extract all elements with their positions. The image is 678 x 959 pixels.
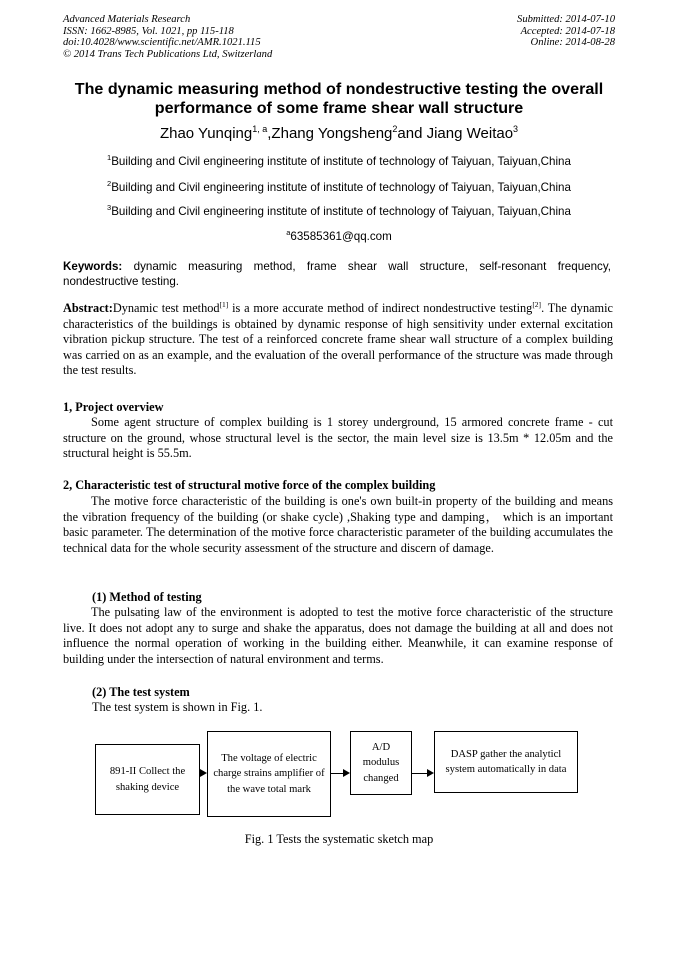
journal-name: Advanced Materials Research [63, 14, 191, 25]
diagram-box-collector: 891-II Collect the shaking device [95, 744, 200, 815]
accepted-date: Accepted: 2014-07-18 [520, 25, 615, 37]
arrow-line [412, 773, 428, 774]
submitted-date: Submitted: 2014-07-10 [517, 14, 615, 25]
keywords-text: dynamic measuring method, frame shear wall structure, self-resonant frequency, nondestructive testing. [63, 260, 611, 288]
affiliation-sup: 1 [107, 153, 112, 162]
arrow-head-icon [427, 769, 434, 777]
section-heading: 1, Project overview [63, 400, 164, 414]
email-sup: a [286, 228, 291, 237]
affiliation-sup: 2 [107, 179, 112, 188]
diagram-box-amplifier: The voltage of electric charge strains amplifier of the wave total mark [207, 731, 331, 817]
subsection-heading: (1) Method of testing [92, 590, 202, 604]
online-date: Online: 2014-08-28 [530, 37, 615, 49]
diagram-box-dasp: DASP gather the analyticl system automatically in data [434, 731, 578, 793]
affiliation-text: Building and Civil engineering institute of institute of technology of Taiyuan, Taiyuan,China [111, 181, 571, 194]
affiliation [40, 181, 638, 195]
journal-doi: doi:10.4028/www.scientific.net/AMR.1021.115 [63, 37, 261, 49]
keywords-label: Keywords: [63, 260, 123, 273]
citation: [2] [532, 300, 542, 309]
figure-caption: Fig. 1 Tests the systematic sketch map [244, 832, 434, 846]
email [40, 230, 638, 244]
author-name: Zhao Yunqing [159, 125, 253, 142]
arrow-head-icon [343, 769, 350, 777]
affiliation [40, 155, 638, 169]
section-paragraph: The motive force characteristic of the building is one's own built-in property of the building and means the vibration frequency of the building (or shake cycle) ,Shaking type and damping， which is an important basic parameter. The determination of the motive force characteristic parameter of the building accumulates the technical data for the whole security assessment of the structure and discern of damage. [63, 494, 613, 555]
affiliation-text: Building and Civil engineering institute of institute of technology of Taiyuan, Taiyuan,China [111, 205, 571, 218]
abstract [63, 301, 613, 379]
paper-title: The dynamic measuring method of nondestructive testing the overall performance of some frame shear wall structure [74, 80, 604, 117]
author-sup: 2 [392, 124, 398, 134]
abstract-label: Abstract: [63, 301, 113, 315]
subsection-paragraph: The pulsating law of the environment is adopted to test the motive force characteristic of the structure live. It does not adopt any to surge and shake the apparatus, does not damage the building at all and does not influence the normal operation of working in the building either. Meanwhile, it can examine response of building under the intersection of natural environment and terms. [63, 605, 613, 666]
abstract-text: . The dynamic characteristics of the buildings is obtained by dynamic response of high sensitivity under external excitation vibration pickup structure. The test of a reinforced concrete frame shear wall structure of a complex building was carried on as an example, and the evaluation of the overall performance of the structure was made through the test results. [63, 301, 613, 377]
affiliation-text: Building and Civil engineering institute of institute of technology of Taiyuan, Taiyuan,China [111, 155, 571, 168]
author-name: ,Zhang Yongsheng [267, 125, 393, 142]
author-sup: 3 [513, 124, 519, 134]
journal-copyright: © 2014 Trans Tech Publications Ltd, Switzerland [63, 48, 273, 60]
journal-info [63, 14, 272, 60]
diagram-box-ad-converter: A/D modulus changed [350, 731, 412, 795]
affiliation [40, 205, 638, 219]
arrow-head-icon [200, 769, 207, 777]
journal-issn: ISSN: 1662-8985, Vol. 1021, pp 115-118 [63, 25, 234, 37]
section-paragraph: Some agent structure of complex building is 1 storey underground, 15 armored concrete frame - cut structure on the ground, whose structural level is the sector, the main level size is 13.5m * 12.05m and the structural height is 55.5m. [63, 415, 613, 460]
email-address: 63585361@qq.com [290, 230, 392, 243]
abstract-text: Dynamic test method [112, 301, 220, 315]
author-name: and Jiang Weitao [397, 125, 514, 142]
submission-dates [517, 14, 615, 49]
keywords [63, 260, 611, 289]
subsection-paragraph: The test system is shown in Fig. 1. [92, 700, 263, 714]
section-heading: 2, Characteristic test of structural motive force of the complex building [63, 478, 436, 492]
author-sup: 1, a [252, 124, 268, 134]
affiliation-sup: 3 [107, 203, 112, 212]
subsection-heading: (2) The test system [92, 685, 190, 699]
citation: [1] [219, 300, 229, 309]
author-list [40, 125, 638, 143]
abstract-text: is a more accurate method of indirect nondestructive testing [228, 301, 533, 315]
